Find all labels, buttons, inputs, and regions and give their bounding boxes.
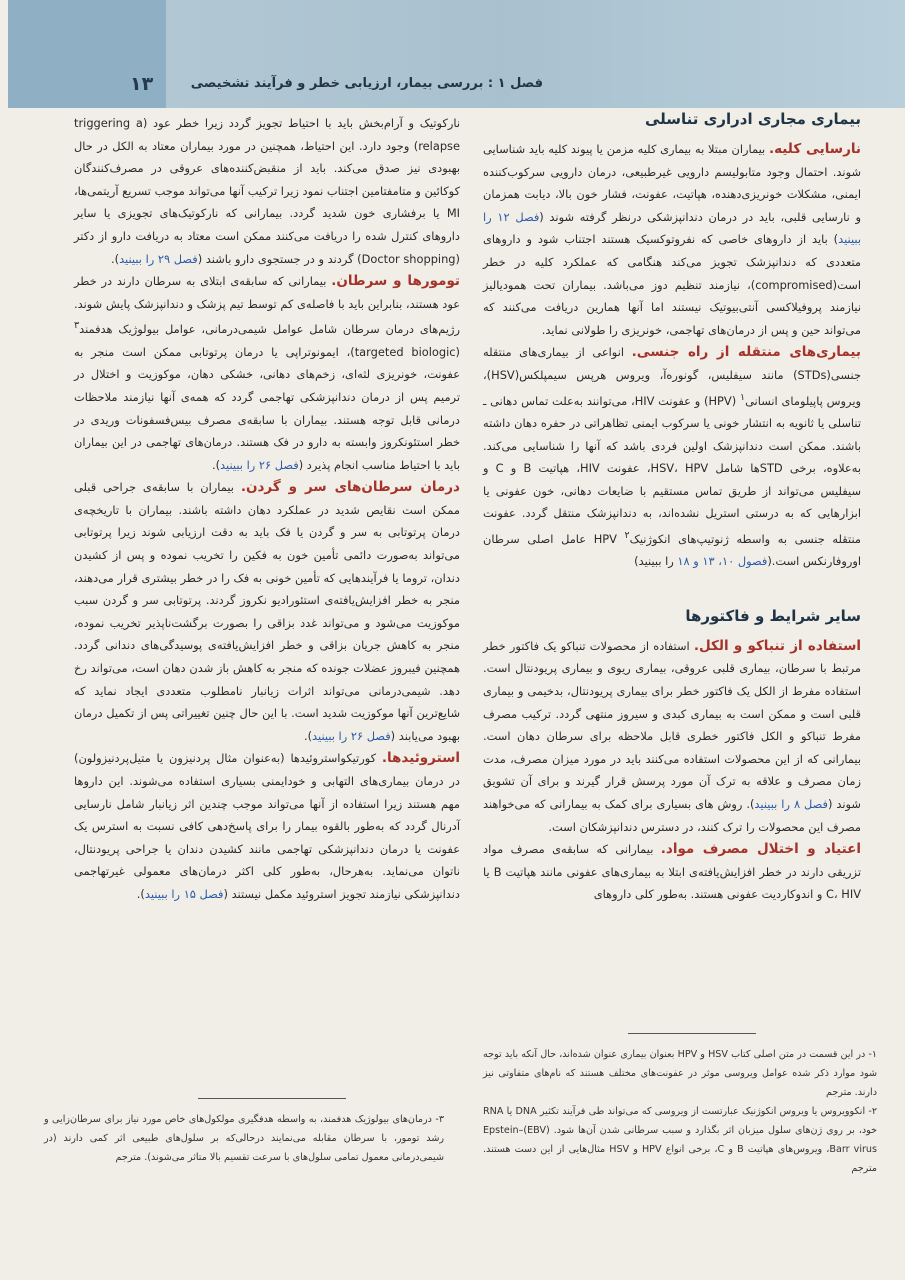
body-text: بیمارانی که سابقه‌ی ابتلای به سرطان دارند در خطر عود هستند، بنابراین باید با فاصله‌ی کم توسط تیم پزشک و دندانپزشک پایش شوند. رژیم‌های درمان سرطان شامل عوامل شیمی‌درمانی، عوامل بیولوژیک هدفمند [74, 274, 460, 337]
subhead-std: بیماری‌های منتقله از راه جنسی. [631, 344, 861, 361]
body-text: HPV عامل اصلی سرطان اوروفارنکس است.( [483, 531, 861, 569]
body-text: ) باید از داروهای خاصی که نفروتوکسیک هستند اجتناب شود و داروهای متعددی که دندانپزشک تجویز می‌کند هنگامی که عملکرد کلیه در خطر است(compromised)، نیازمند تنظیم دوز می‌باشد. بیماران تحت همودیالیز نیازمند پروفیلاکسی آنتی‌بیوتیک نیستند اما آنها همارین دریافت می‌کنند که می‌تواند حین و پس از درمان‌های تهاجمی، خونریزی را طولانی نماید. [483, 232, 861, 337]
body-text: (HPV) و عفونت HIV، می‌توانند به‌علت تماس دهانی ـ تناسلی یا ثانویه به انتشار خونی یا سرکوب ایمنی تظاهراتی در حفره دهان داشته باشند. ممکن است دندانپزشک اولین فردی باشد که آنها را شناسایی می‌کند. به‌علاوه، برخی STDها شامل HSV، HPV، عفونت HIV، هپاتیت B و C و سیفلیس می‌تواند از طریق تماس مستقیم با ضایعات دهانی، خون عفونی یا ابزارهایی که به درستی استریل نشده‌اند، به دندانپزشک منتقل گردد. عفونت منتقله جنسی به واسطه ژنوتیپ‌های انکوژنیک [483, 393, 862, 546]
paragraph-steroids [74, 747, 460, 905]
paragraph-kidney [483, 138, 861, 341]
body-text: کورتیکواستروئیدها (به‌عنوان مثال پردنیزون یا متیل‌پردنیزولون) در درمان بیماری‌های التهابی و خودایمنی بسیاری استفاده می‌شوند. این داروها مهم هستند زیرا استفاده از آنها می‌تواند موجب چندین اثر زیانبار شامل نارسایی آدرنال گردد که به‌طور بالقوه بیمار را برای پاسخ‌دهی کافی نسبت به استرس یک عفونت یا درمان دندانپزشکی تهاجمی مانند کشیدن دندان یا جراحی پریودنتال، ناتوان می‌نماید. به‌هرحال، به‌طور کلی اکثر درمان‌های معمولی غیرتهاجمی دندانپزشکی نیازمند تجویز استروئید مکمل نیستند ( [74, 751, 460, 901]
subhead-substance-use: اعتیاد و اختلال مصرف مواد. [660, 841, 861, 858]
chapter-reference: فصل ۲۹ را ببینید [119, 251, 198, 266]
footnote-divider [198, 1098, 346, 1099]
paragraph-head-neck [74, 476, 460, 747]
body-text: ). [303, 728, 313, 743]
footnote-marker: ۳ [74, 320, 80, 332]
body-text: نارکوتیک و آرام‌بخش باید با احتیاط تجویز گردد زیرا خطر عود (triggering a relapse) وجود دارد. این احتیاط، همچنین در مورد بیماران معتاد به الکل در حال بهبودی نیز صدق می‌کند. باید از منقبض‌کننده‌های عروقی در مصرف‌کنندگان کوکائین و متامفتامین اجتناب نمود زیرا ترکیب آنها می‌تواند موجب تسریع آریتمی‌ها، MI یا برفشاری خون شدید گردد. بیمارانی که نارکوتیک‌های تجویزی یا سایر داروهای کنترل شده را دریافت می‌کنند ممکن است معتاد به دریافت دارو از دکتر (Doctor shopping) گردند و در جستجوی دارو باشند ( [74, 116, 460, 266]
paragraph-substance-use [483, 838, 861, 906]
body-text: بیماران با سابقه‌ی جراحی قبلی ممکن است نقایص شدید در عملکرد دهان داشته باشند. بیماران با تاریخچه‌ی درمان پرتوتابی به سر و گردن یا فک باید به دقت ارزیابی شوند زیرا پرتوتابی می‌تواند به‌صورت دائمی تأمین خون به فکین را تخریب نموده و پس از کشیدن دندان، تروما یا فرآیندهایی که تأمین خونی به فک را در خطر بیشتری قرار می‌دهند، منجر به خطر افزایش‌یافته‌ی استئورادیو نکروز گردند. پرتوتابی سر و گردن سبب موکوزیت می‌شود و می‌تواند غدد بزاقی را بصورت برگشت‌ناپذیر تخریب نموده، منجر به کاهش جریان بزاقی و خطر افزایش‌یافته‌ی پوسیدگی‌های دندانی گردد. همچنین فیبروز عضلات جونده که منجر به کاهش باز شدن دهان است، می‌تواند رخ دهد. شیمی‌درمانی می‌تواند اثرات زیانبار نامطلوب متعددی ایجاد نماید که شایع‌ترین آنها موکوزیت شدید است. با این حال چنین تغییراتی پس از تکمیل درمان بهبود می‌یابند ( [74, 480, 460, 743]
page-number: ۱۳ [130, 73, 154, 95]
body-text: بیماران مبتلا به بیماری کلیه مزمن یا پیوند کلیه باید شناسایی شوند. احتمال وجود متابولیسم دارویی غیرطبیعی، درمان دارویی سرکوب‌کننده ایمنی، مشکلات خونریزی‌دهنده، هپاتیت، عفونت، فشار خون بالا، دیابت همزمان و نارسایی قلبی، باید در درمان دندانپزشکی درنظر گرفته شوند ( [483, 142, 861, 224]
footnotes-right [483, 1045, 877, 1178]
footnotes-left [44, 1110, 444, 1167]
left-column [74, 112, 460, 906]
chapter-reference: فصل ۲۶ را ببینید [312, 728, 391, 743]
section-title-other-conditions: سایر شرایط و فاکتورها [685, 606, 861, 625]
body-text: ). [136, 886, 145, 901]
subhead-head-neck-cancer: درمان سرطان‌های سر و گردن. [240, 479, 460, 496]
body-text: را ببینید) [634, 554, 678, 569]
footnote-marker: ۱ [739, 391, 746, 403]
paragraph-std [483, 341, 861, 573]
footnote-3: ۳- درمان‌های بیولوژیک هدفمند، به واسطه هدفگیری مولکول‌های خاص مورد نیاز برای سرطان‌زایی و رشد تومور، با سرطان مقابله می‌نمایند درحالی‌که بر سلول‌های طبیعی اثر کمی دارند (در شیمی‌درمانی معمول تمامی سلول‌های با سرعت تقسیم بالا متاثر می‌شوند). مترجم [44, 1114, 444, 1163]
body-text: بیمارانی که سابقه‌ی مصرف مواد تزریقی دارند در خطر افزایش‌یافته‌ی ابتلا به بیماری‌های عفونی مانند هپاتیت B یا C، HIV و اندوکاردیت عفونی هستند. به‌طور کلی داروهای [483, 842, 861, 902]
body-text: (targeted biologic)، ایمونوتراپی یا درمان پرتوتابی ممکن است منجر به عفونت، خونریزی لثه‌ای، زخم‌های دهانی، خشکی دهان، موکوزیت و اختلال در ترمیم پس از درمان دندانپزشکی تهاجمی گردد که همه‌ی آنها نیازمند ملاحظات درمانی قابل توجه هستند. بیماران با سابقه‌ی مصرف بیس‌فسفونات وریدی در خطر استئونکروز وابسته به دارو در فک هستند. درمان‌های تهاجمی در این بیماران باید با احتیاط مناسب انجام پذیرد ( [74, 344, 460, 472]
chapter-reference: فصل ۲۶ را ببینید [220, 457, 299, 472]
body-text: انواعی از بیماری‌های منتقله جنسی(STDs) مانند سیفلیس، گونوره‌آ، ویروس هرپس سیمپلکس(HSV)، ویروس پاپیلومای انسانی [483, 345, 861, 408]
body-text: ). [111, 251, 120, 266]
chapter-reference: فصل ۱۵ را ببینید [144, 886, 224, 901]
chapter-reference: فصل ۸ را ببینید [754, 797, 828, 812]
chapter-reference: فصول ۱۰، ۱۳ و ۱۸ [677, 554, 768, 569]
body-text: ). [211, 457, 221, 472]
paragraph-tobacco [483, 635, 861, 838]
footnote-divider [628, 1033, 756, 1034]
body-text: ). روش‌ های بسیاری برای کمک به بیمارانی که می‌خواهند مصرف این محصولات را ترک کنند، در دسترس دندانپزشکان است. [483, 797, 861, 834]
paragraph-tumors [74, 270, 460, 476]
subhead-kidney-failure: نارسایی کلیه. [768, 141, 861, 157]
chapter-title: فصل ۱ : بررسی بیمار، ارزیابی خطر و فرآیند تشخیصی [190, 76, 543, 91]
paragraph-continuation [74, 112, 460, 270]
footnote-1: ۱- در این قسمت در متن اصلی کتاب HSV و HPV بعنوان بیماری عنوان شده‌اند، حال آنکه باید توجه شود موارد ذکر شده عوامل ویروسی موثر در عفونت‌های مختلف هستند که نام‌های متفاوتی نیز دارند. مترجم [483, 1049, 877, 1098]
section-title-urogenital: بیماری مجاری ادراری تناسلی [644, 110, 861, 128]
chapter-reference: فصل ۱۲ را ببینید [483, 209, 861, 247]
right-column [483, 104, 861, 906]
footnote-marker: ۲ [624, 529, 630, 541]
footnote-2: ۲- انکوویروس یا ویروس انکوژنیک عبارتست از ویروسی که می‌تواند طی فرآیند تکثیر DNA یا RNA خود، بر روی ژن‌های سلول میزبان اثر بگذارد و سبب سرطانی شدن آن‌ها شود. (EBV)Epstein–Barr virus، ویروس‌های هپاتیت B و C، برخی انواع HPV و HSV مثال‌هایی از این دست هستند. مترجم [483, 1106, 878, 1174]
body-text: استفاده از محصولات تنباکو یک فاکتور خطر مرتبط با سرطان، بیماری قلبی عروقی، بیماری ریوی و بیماری پریودنتال است. استفاده مفرط از الکل یک فاکتور خطر برای بیماری پریودنتال، بدخیمی و بیماری قلبی است و ممکن است به بیماری کبدی و سیروز منتهی گردد. ترکیب مصرف مفرط تنباکو و الکل فاکتور خطری قابل ملاحظه برای سرطان دهان است. بیمارانی که از این محصولات استفاده می‌کنند باید در مورد میزان مصرف، مدت زمان مصرف و علاقه به ترک آن مورد پرسش قرار گیرند و برای آن تشویق شوند ( [483, 638, 861, 812]
subhead-steroids: استروئیدها. [381, 750, 460, 767]
subhead-tumors-cancer: تومورها و سرطان. [331, 273, 460, 290]
subhead-tobacco-alcohol: استفاده از تنباکو و الکل. [693, 637, 861, 654]
